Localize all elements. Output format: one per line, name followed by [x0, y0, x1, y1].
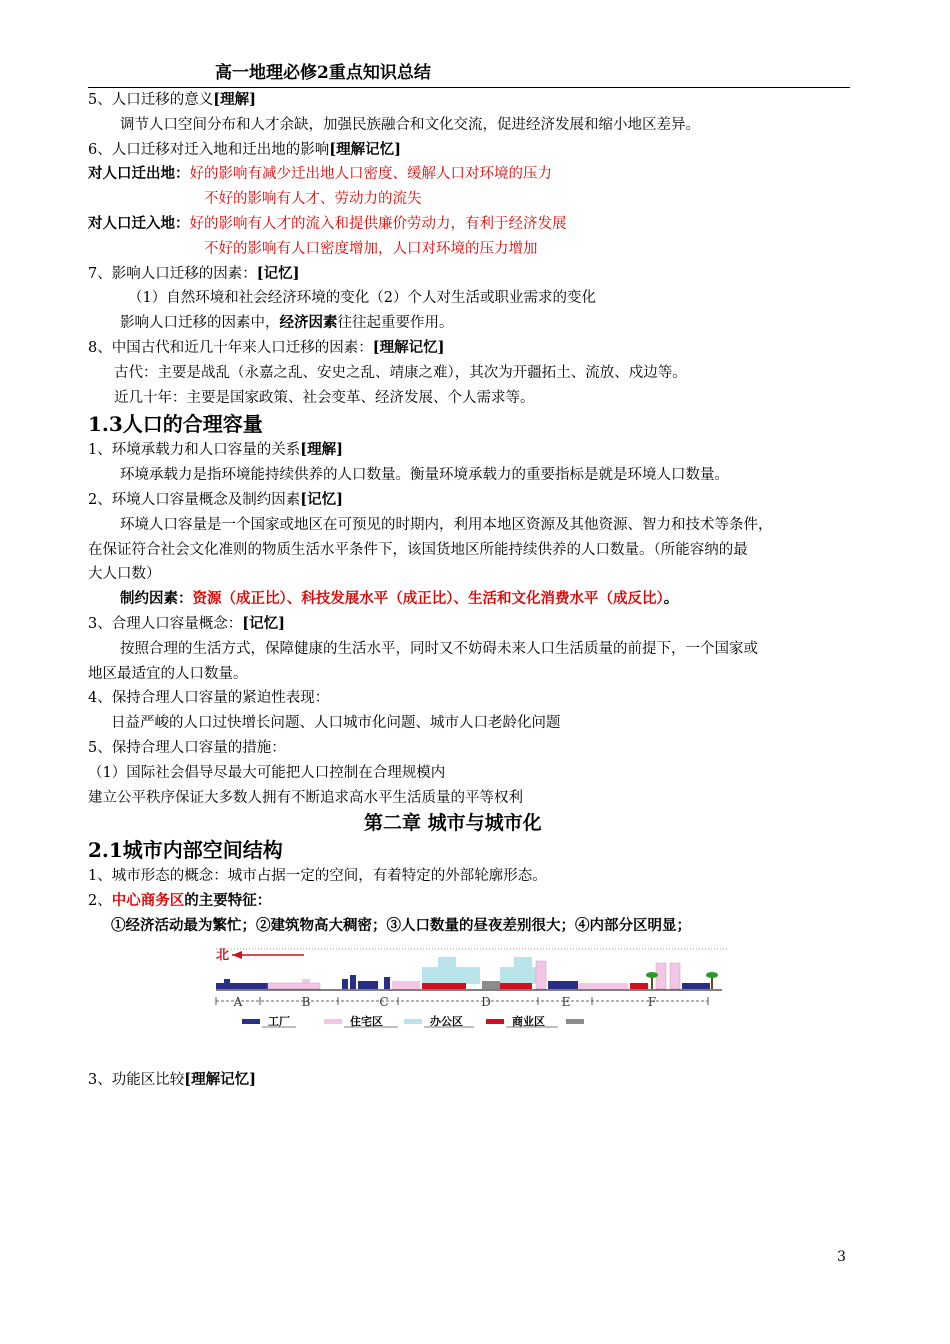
office-block	[422, 967, 480, 984]
section-1-3-heading: 1.3人口的合理容量	[88, 412, 263, 437]
sec13-p1-body: 环境承载力是指环境能持续供养的人口数量。衡量环境承载力的重要指标是就是环境人口数量。	[120, 467, 729, 484]
s7-line1: （1）自然环境和社会经济环境的变化（2）个人对生活或职业需求的变化	[128, 290, 596, 307]
sec13-p3-body-1: 按照合理的生活方式，保障健康的生活水平，同时又不妨碍未来人口生活质量的前提下，一个国家或	[120, 640, 758, 657]
zone-label: E	[561, 995, 571, 1009]
commercial-block	[422, 983, 466, 989]
s5-title: 5、人口迁移的意义[理解]	[88, 91, 256, 108]
factory-block	[342, 979, 348, 989]
sec13-p5-line1: （1）国际社会倡导尽最大可能把人口控制在合理规模内	[88, 764, 446, 781]
sec21-p3-title: 3、功能区比较[理解记忆]	[88, 1071, 256, 1088]
factory-block	[350, 975, 356, 989]
factory-block	[548, 981, 578, 989]
sec21-cbd-features: ①经济活动最为繁忙；②建筑物高大稠密；③人口数量的昼夜差别很大；④内部分区明显；	[111, 916, 691, 934]
factory-chimney	[224, 979, 230, 983]
s8-ancient: 古代：主要是战乱（永嘉之乱、安史之乱、靖康之难），其次为开疆拓土、流放、戍边等。	[114, 364, 687, 381]
legend-commercial: 商业区	[512, 1016, 545, 1028]
zone-label: C	[379, 995, 389, 1009]
s6-title: 6、人口迁移对迁入地和迁出地的影响[理解记忆]	[88, 140, 401, 158]
north-label: 北	[216, 947, 230, 962]
legend-factory: 工厂	[268, 1016, 290, 1028]
residential-block	[268, 983, 320, 989]
legend-residential: 住宅区	[350, 1016, 383, 1028]
sec13-p4-body: 日益严峻的人口过快增长问题、人口城市化问题、城市人口老龄化问题	[111, 715, 561, 732]
section-2-1-heading: 2.1城市内部空间结构	[88, 838, 283, 863]
zone-label: D	[481, 995, 491, 1009]
chapter-2-heading: 第二章 城市与城市化	[364, 812, 542, 835]
office-block	[438, 957, 456, 967]
sec13-p3-body-2: 地区最适宜的人口数量。	[88, 665, 248, 682]
factory-block	[384, 977, 390, 989]
s7-title: 7、影响人口迁移的因素：[记忆]	[88, 264, 300, 282]
factory-block	[216, 983, 268, 989]
residential-block	[302, 979, 310, 983]
residential-block	[578, 983, 628, 989]
factory-block	[682, 983, 710, 989]
sec13-p2-title: 2、环境人口容量概念及制约因素[记忆]	[88, 490, 343, 508]
sec21-p2-title: 2、中心商务区的主要特征：	[88, 892, 272, 910]
sec13-p5-line2: 建立公平秩序保证大多数人拥有不断追求高水平生活质量的平等权利	[88, 789, 523, 806]
zone-label: F	[647, 995, 657, 1009]
sec21-p1: 1、城市形态的概念：城市占据一定的空间，有着特定的外部轮廓形态。	[88, 868, 547, 885]
page-number: 3	[837, 1249, 846, 1265]
sec13-p2-factors: 制约因素：资源（成正比）、科技发展水平（成正比）、生活和文化消费水平（成反比）。	[120, 590, 679, 608]
city-structure-diagram	[208, 945, 730, 1035]
s6-out-bad: 不好的影响有人才、劳动力的流失	[204, 191, 422, 208]
zone-label: B	[301, 995, 311, 1009]
zone-scale	[216, 997, 708, 1005]
sec13-p4-title: 4、保持合理人口容量的紧迫性表现：	[88, 690, 330, 707]
residential-tower	[670, 963, 680, 989]
commercial-block	[500, 983, 532, 989]
s8-title: 8、中国古代和近几十年来人口迁移的因素：[理解记忆]	[88, 338, 445, 356]
sec13-p2-body-2: 在保证符合社会文化准则的物质生活水平条件下，该国货地区所能持续供养的人口数量。（所能容纳的最	[88, 541, 748, 558]
sec13-p3-title: 3、合理人口容量概念：[记忆]	[88, 614, 285, 632]
sec13-p5-title: 5、保持合理人口容量的措施：	[88, 739, 286, 756]
office-block	[514, 957, 532, 967]
s5-body: 调节人口空间分布和人才余缺，加强民族融合和文化交流，促进经济发展和缩小地区差异。	[120, 116, 700, 133]
s6-out-good: 对人口迁出地：好的影响有减少迁出地人口密度、缓解人口对环境的压力	[88, 165, 552, 183]
sec13-p2-body-1: 环境人口容量是一个国家或地区在可预见的时期内，利用本地区资源及其他资源、智力和技术等条件，	[120, 516, 773, 533]
s6-in-good: 对人口迁入地：好的影响有人才的流入和提供廉价劳动力，有利于经济发展	[88, 214, 567, 232]
legend	[242, 1014, 584, 1028]
sec13-p1-title: 1、环境承载力和人口容量的关系[理解]	[88, 441, 343, 459]
office-block	[500, 967, 536, 984]
factory-block	[358, 981, 378, 989]
legend-office: 办公区	[430, 1016, 463, 1028]
sec13-p2-body-3: 大人口数）	[88, 566, 161, 583]
residential-block	[392, 981, 420, 989]
document-page	[88, 60, 850, 939]
s7-line2: 影响人口迁移的因素中，经济因素往往起重要作用。	[120, 314, 454, 332]
zone-label: A	[233, 995, 243, 1009]
page-header: 高一地理必修2重点知识总结	[88, 60, 850, 88]
residential-tower	[536, 961, 546, 989]
s6-in-bad: 不好的影响有人口密度增加，人口对环境的压力增加	[204, 240, 538, 257]
s8-modern: 近几十年：主要是国家政策、社会变革、经济发展、个人需求等。	[114, 389, 535, 406]
commercial-block	[630, 983, 648, 989]
other-block	[482, 981, 500, 989]
north-arrowhead	[232, 951, 242, 959]
